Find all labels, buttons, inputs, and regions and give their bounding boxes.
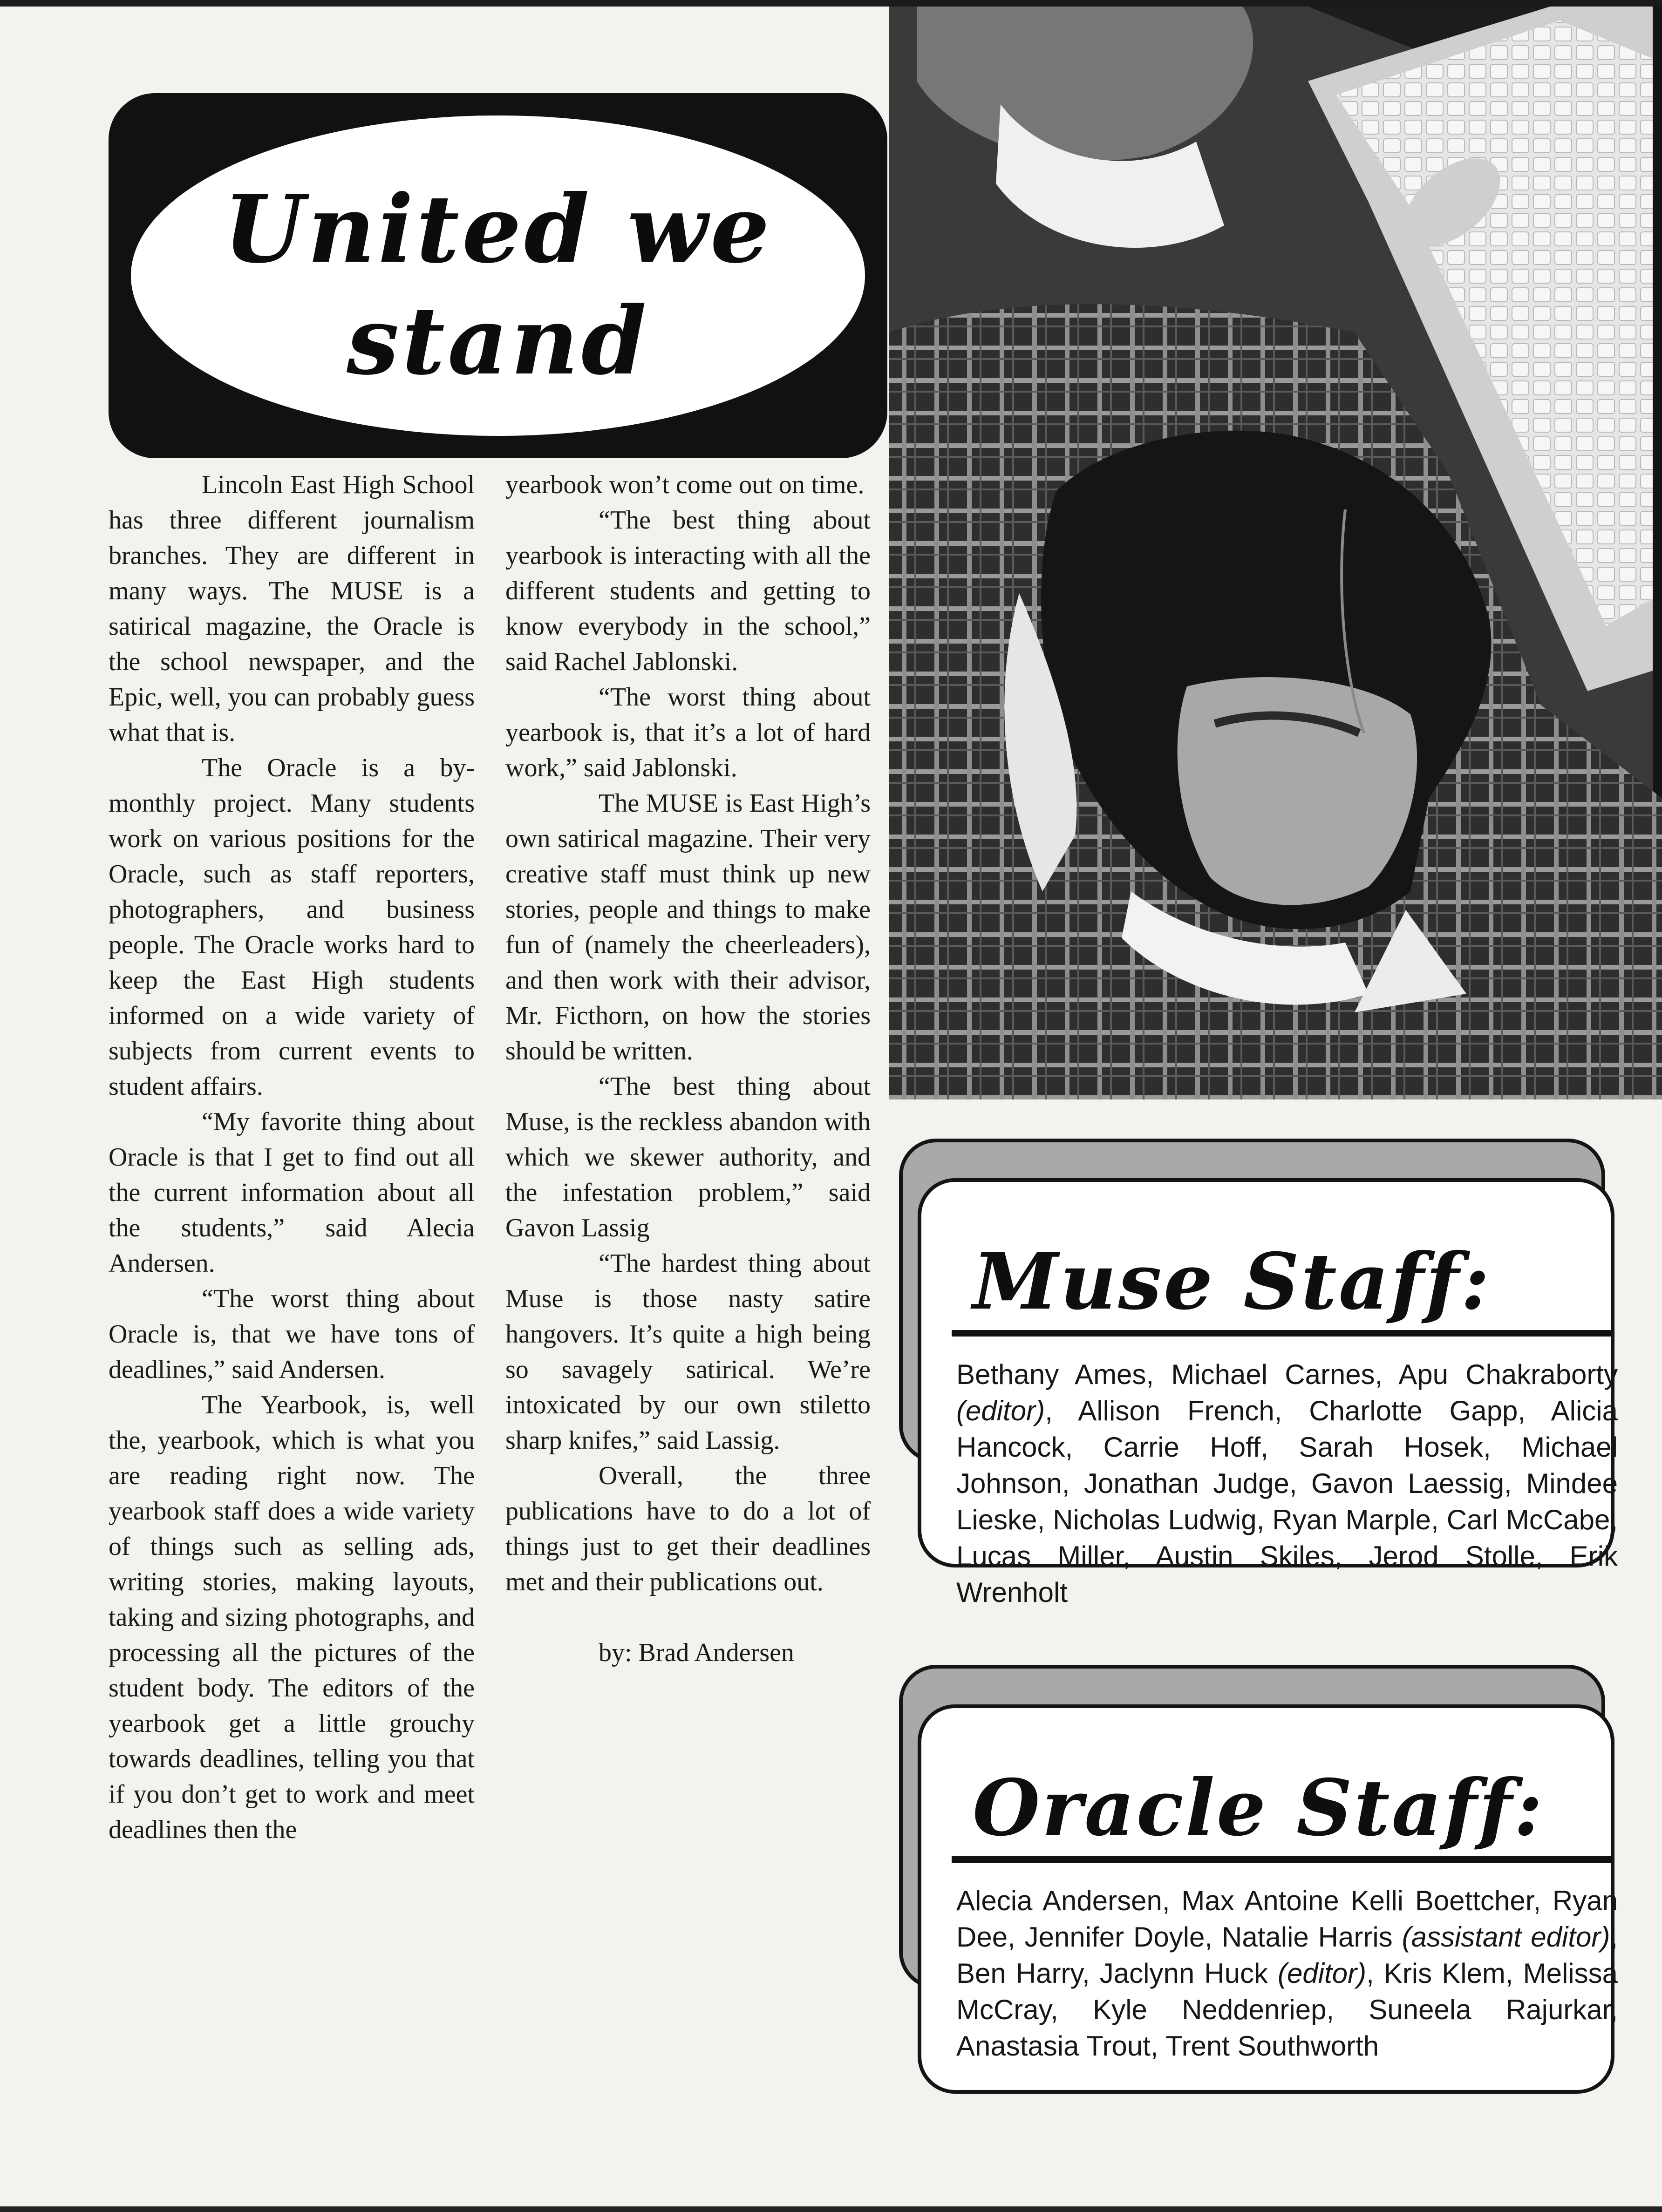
oracle-staff-underline bbox=[952, 1856, 1612, 1863]
oracle-staff-role: (editor) bbox=[1278, 1958, 1367, 1989]
muse-staff-heading: Muse Staff: bbox=[973, 1236, 1492, 1327]
article-paragraph: The Oracle is a by-monthly project. Many students work on various positions for the Oracle, such as staff reporters, photographers, and business people. The Oracle works hard to keep the East High students informed on a wide variety of subjects from current events to student affairs. bbox=[109, 753, 475, 1101]
article-paragraph: “The hardest thing about Muse is those nasty satire hangovers. It’s quite a high being so savagely satirical. We’re intoxicated by our own stiletto sharp knifes,” said Lassig. bbox=[505, 1249, 871, 1455]
article-paragraph: “The best thing about Muse, is the reckless abandon with which we skewer authority, and the infestation problem,” said Gavon Lassig bbox=[505, 1072, 871, 1242]
article-column-1 bbox=[109, 467, 475, 1847]
oracle-staff-box bbox=[899, 1665, 1649, 2135]
article-paragraph-continued: yearbook won’t come out on time. bbox=[505, 470, 865, 499]
muse-staff-role: (editor) bbox=[956, 1395, 1045, 1426]
article-paragraph: “My favorite thing about Oracle is that I get to find out all the current information about all the students,” said Alecia Andersen. bbox=[109, 1107, 475, 1278]
page-top-edge bbox=[0, 0, 1662, 7]
article-paragraph: “The worst thing about Oracle is, that we have tons of deadlines,” said Andersen. bbox=[109, 1284, 475, 1384]
oracle-staff-role: (assistant editor) bbox=[1402, 1921, 1610, 1953]
muse-staff-names: , Allison French, Charlotte Gapp, Alicia Hancock, Carrie Hoff, Sarah Hosek, Michael Johnson, Jonathan Judge, Gavon Laessig, Mindee Lieske, Nicholas Ludwig, Ryan Marple, Carl McCabe, Lucas Miller, Austin Skiles, Jerod Stolle, Erik Wrenholt bbox=[956, 1395, 1618, 1608]
headline-oval bbox=[131, 115, 865, 436]
article-paragraph: “The worst thing about yearbook is, that it’s a lot of hard work,” said Jablonski. bbox=[505, 683, 871, 782]
page-bottom-edge bbox=[0, 2206, 1662, 2212]
muse-staff-names: Bethany Ames, Michael Carnes, Apu Chakraborty bbox=[956, 1359, 1618, 1390]
article-paragraph: “The best thing about yearbook is interacting with all the different students and getting to know everybody in the school,” said Rachel Jablonski. bbox=[505, 506, 871, 676]
article-column-2 bbox=[505, 467, 871, 1670]
article-paragraph: Lincoln East High School has three different journalism branches. They are different in many ways. The MUSE is a satirical magazine, the Oracle is the school newspaper, and the Epic, well, you can probably guess what that is. bbox=[109, 470, 475, 747]
muse-staff-box bbox=[899, 1139, 1649, 1609]
oracle-staff-box-frame bbox=[918, 1704, 1618, 2094]
oracle-staff-names: , Kris Klem, Melissa McCray, Kyle Neddenriep, Suneela Rajurkar, Anastasia Trout, Trent Southworth bbox=[956, 1958, 1618, 2062]
oracle-staff-names: Alecia Andersen, Max Antoine Kelli Boettcher, Ryan Dee, Jennifer Doyle, Natalie Harris bbox=[956, 1885, 1618, 1953]
article-paragraph: The Yearbook, is, well the, yearbook, which is what you are reading right now. The yearbook staff does a wide variety of things such as selling ads, writing stories, making layouts, taking and sizing photographs, and processing all the pictures of the student body. The editors of the yearbook get a little grouchy towards deadlines, telling you that if you don’t get to work and meet deadlines then the bbox=[109, 1391, 475, 1844]
byline: by: Brad Andersen bbox=[599, 1638, 794, 1667]
oracle-staff-names: , Ben Harry, Jaclynn Huck bbox=[956, 1921, 1618, 1989]
muse-staff-underline bbox=[952, 1330, 1612, 1337]
oracle-staff-heading: Oracle Staff: bbox=[973, 1763, 1545, 1853]
headline-line-1: United we bbox=[223, 175, 773, 284]
muse-staff-box-frame bbox=[918, 1178, 1618, 1608]
headline-panel bbox=[109, 93, 887, 458]
article-paragraph: Overall, the three publications have to do a lot of things just to get their deadlines met and their publications out. bbox=[505, 1461, 871, 1596]
oracle-staff-list bbox=[956, 1883, 1618, 2064]
article-paragraph: The MUSE is East High’s own satirical magazine. Their very creative staff must think up new stories, people and things to make fun of (namely the cheerleaders), and then work with their advisor, Mr. Ficthorn, on how the stories should be written. bbox=[505, 789, 871, 1065]
muse-staff-list bbox=[956, 1357, 1618, 1611]
headline-line-2: stand bbox=[347, 286, 649, 396]
students-at-computer-photo bbox=[889, 7, 1662, 1099]
